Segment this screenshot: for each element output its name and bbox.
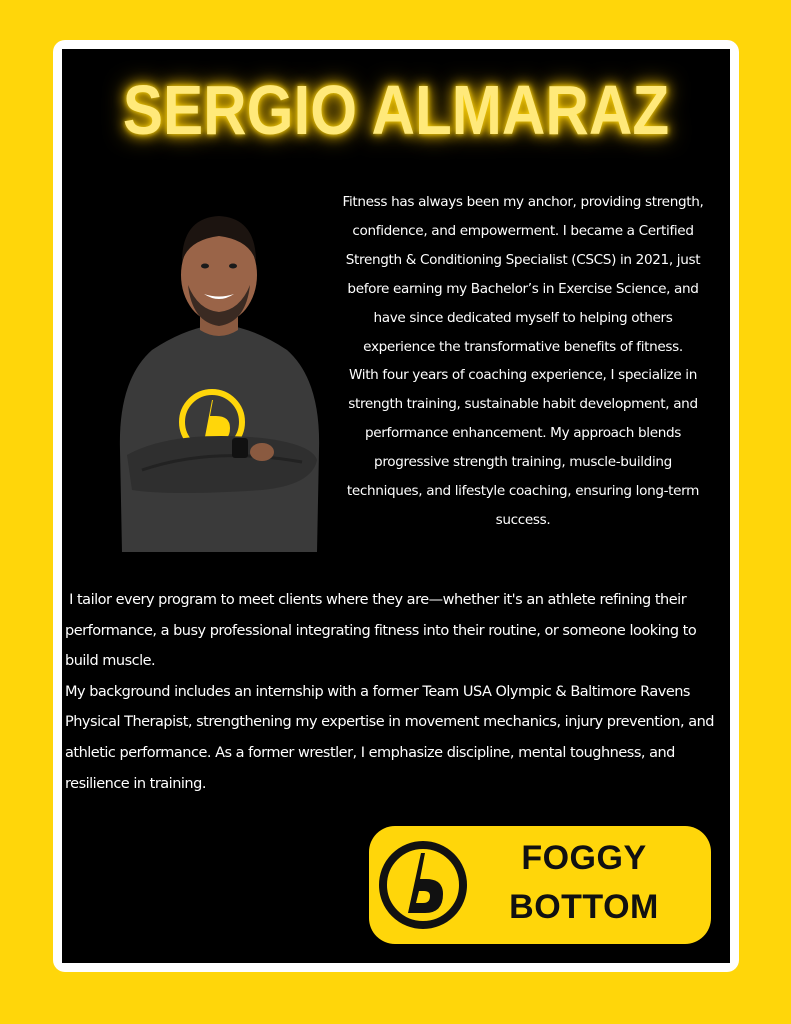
b-circle-logo-icon [377, 839, 469, 931]
brand-name [474, 834, 694, 932]
intro-paragraph: Fitness has always been my anchor, providing strength, confidence, and empowerment. I became a Certified Strength & Conditioning Specialist (CSCS) in 2021, just before earning my Bachelor’s in Exercise Science, and have since dedicated myself to helping others experience the transformative benefits of fitness. [342, 194, 704, 355]
intro-paragraph: With four years of coaching experience, I specialize in strength training, sustainable habit development, and performance enhancement. My approach blends progressive strength training, muscle-building techniques, and lifestyle coaching, ensuring long-term success. [346, 367, 700, 528]
intro-paragraph-block [340, 188, 706, 535]
bio-paragraph: My background includes an internship with a former Team USA Olympic & Baltimore Ravens Physical Therapist, strengthening my expertise in movement mechanics, injury prevention, and athletic performance. As a former wrestler, I emphasize discipline, mental toughness, and resilience in training. [65, 683, 714, 792]
trainer-name-heading: SERGIO ALMARAZ [122, 71, 670, 149]
bio-paragraph-block [65, 585, 730, 799]
brand-line-2: BOTTOM [509, 888, 659, 926]
brand-line-1: FOGGY [521, 839, 647, 877]
trainer-photo [112, 200, 327, 552]
bio-paragraph: I tailor every program to meet clients where they are—whether it's an athlete refining their performance, a busy professional integrating fitness into their routine, or someone looking to build muscle. [65, 592, 701, 670]
foggy-bottom-badge [369, 826, 711, 944]
